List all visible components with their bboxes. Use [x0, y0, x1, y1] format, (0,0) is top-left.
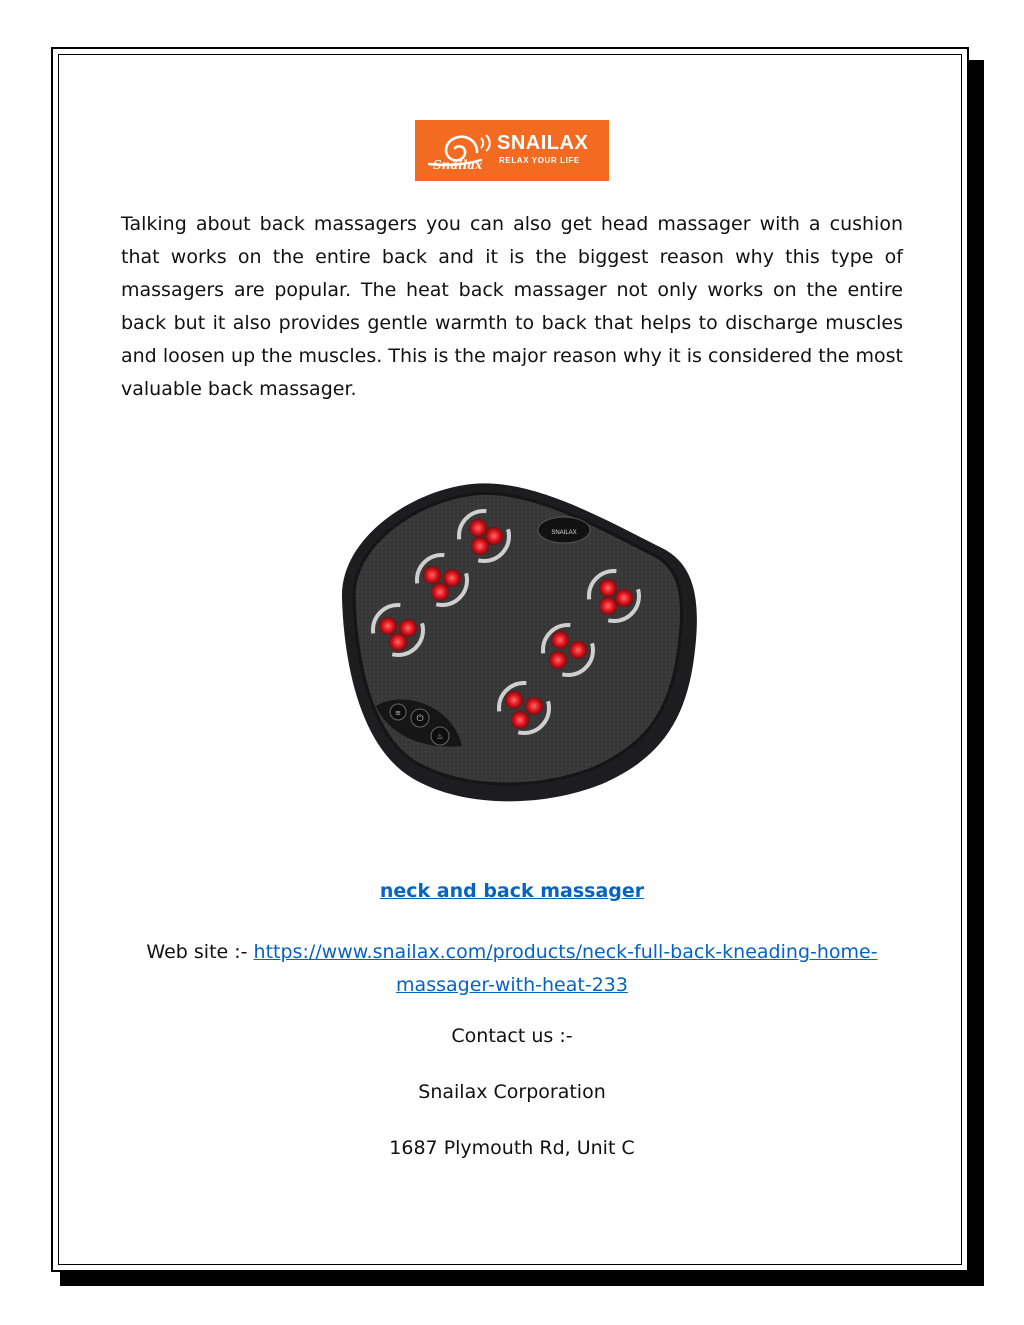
massager-product-image — [302, 428, 720, 848]
website-url-link[interactable]: https://www.snailax.com/products/neck-full-back-kneading-home- — [253, 941, 878, 963]
company-address: 1687 Plymouth Rd, Unit C — [389, 1137, 635, 1159]
body-paragraph: Talking about back massagers you can also get head massager with a cushion that works on the entire back and it is the biggest reason why this type of massagers are popular. The heat back massager not only works on the entire back but it also provides gentle warmth to back that helps to discharge muscles and loosen up the muscles. This is the major reason why it is considered the most valuable back massager. — [121, 213, 903, 400]
snailax-logo — [415, 120, 609, 181]
contact-label: Contact us :- — [451, 1025, 573, 1047]
svg-text:≡: ≡ — [395, 709, 401, 717]
company-name: Snailax Corporation — [418, 1081, 606, 1103]
heading-link-line — [70, 880, 954, 902]
svg-text:⏻: ⏻ — [416, 714, 424, 724]
website-line — [70, 936, 954, 1002]
neck-back-massager-link[interactable]: neck and back massager — [379, 880, 645, 902]
product-brand-label: SNAILAX — [551, 530, 577, 536]
svg-text:♨: ♨ — [436, 732, 444, 741]
logo-script-text: Snailax — [433, 158, 483, 172]
website-url-link-continued[interactable]: massager-with-heat-233 — [396, 974, 628, 996]
logo-wordmark: SNAILAX — [497, 132, 589, 154]
website-label: Web site :- — [146, 941, 254, 963]
logo-tagline: RELAX YOUR LIFE — [499, 156, 580, 165]
